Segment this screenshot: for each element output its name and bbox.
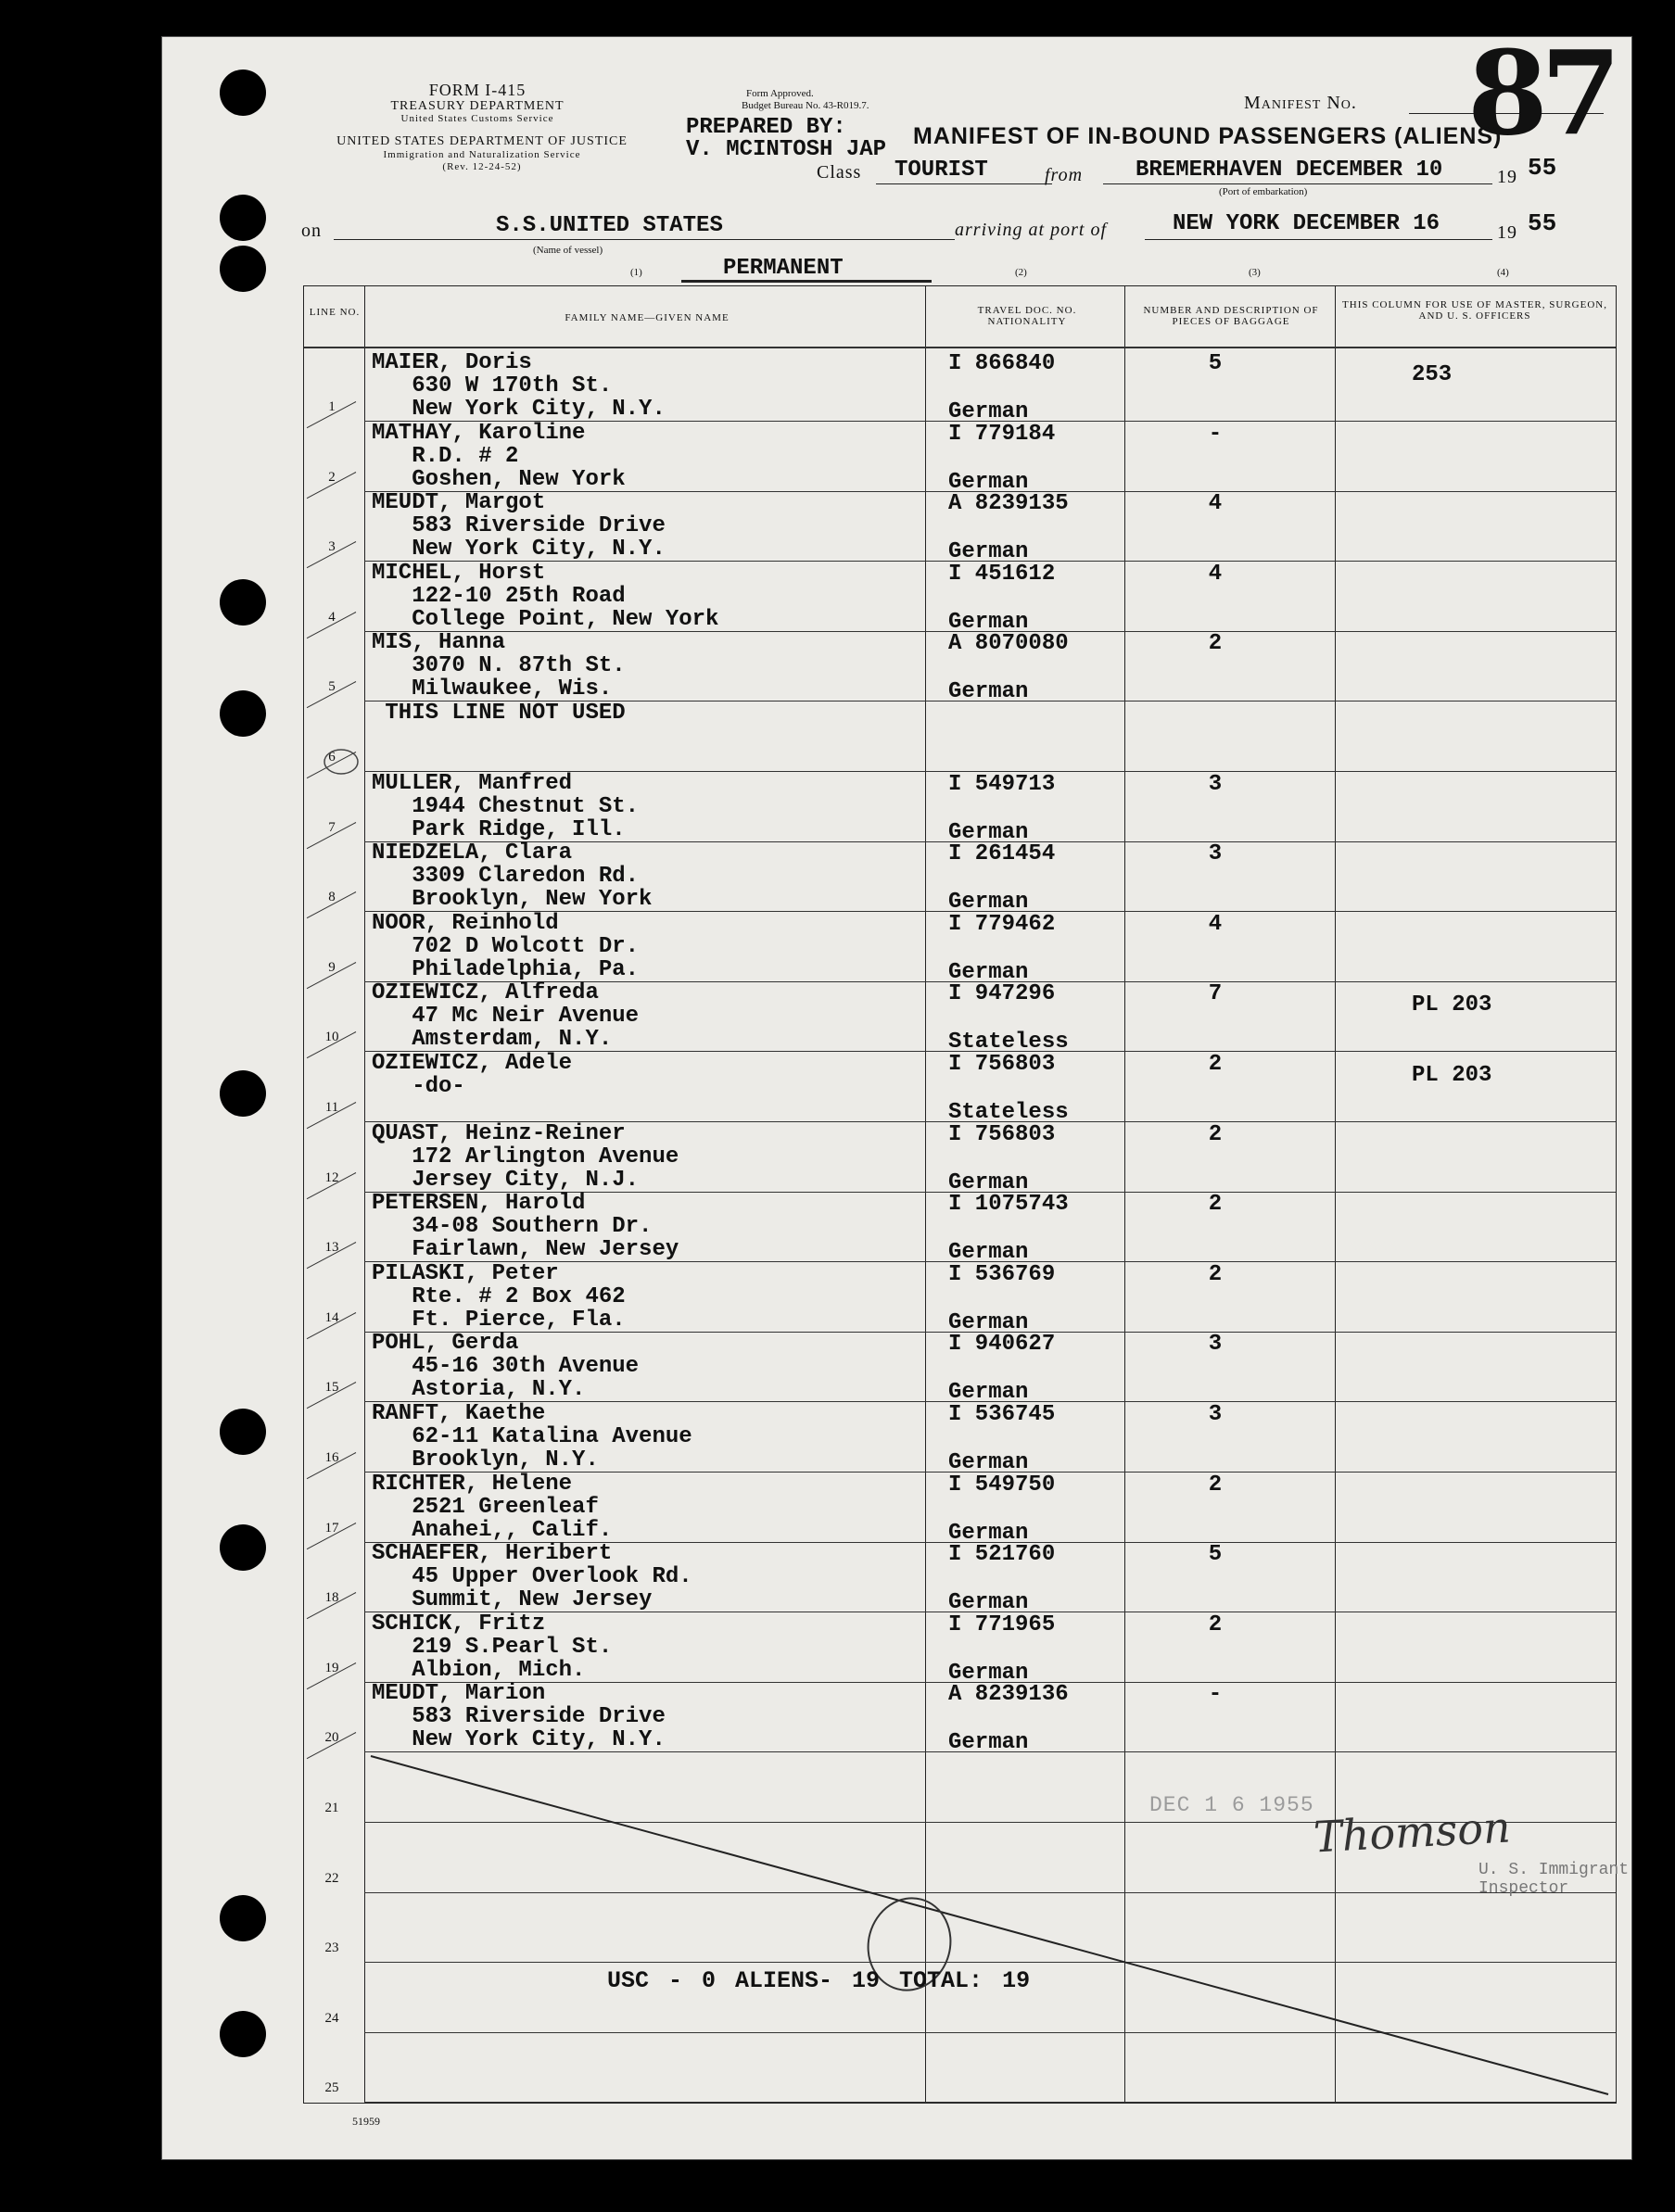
line-number: 24 xyxy=(324,2010,339,2026)
line-number: 4 xyxy=(328,609,336,625)
nationality: German xyxy=(948,1450,1029,1475)
punch-hole xyxy=(220,1895,266,1941)
passenger-name-address: PILASKI, Peter Rte. # 2 Box 462 Ft. Pierce, Fla. xyxy=(372,1260,626,1333)
passenger-name-address: MATHAY, Karoline R.D. # 2 Goshen, New York xyxy=(372,420,626,492)
nationality: Stateless xyxy=(948,1100,1069,1125)
baggage-count: 5 xyxy=(1208,1542,1223,1568)
year-prefix-arrival: 19 xyxy=(1497,222,1517,243)
travel-doc-number: I 521760 xyxy=(948,1542,1056,1568)
line-number: 2 xyxy=(328,469,336,485)
passenger-name-address: NIEDZELA, Clara 3309 Claredon Rd. Brooklyn, New York xyxy=(372,841,653,913)
punch-hole xyxy=(220,70,266,116)
manifest-number: 87 xyxy=(1467,26,1614,161)
passenger-name-address: RANFT, Kaethe 62-11 Katalina Avenue Brooklyn, N.Y. xyxy=(372,1401,692,1473)
from-label: from xyxy=(1045,165,1084,185)
travel-doc-number: I 536769 xyxy=(948,1261,1056,1287)
line-number: 21 xyxy=(324,1801,339,1815)
inspector-title: U. S. Immigrant Inspector xyxy=(1478,1861,1630,1898)
baggage-count: 3 xyxy=(1208,1332,1223,1358)
officer-note: PL 203 xyxy=(1412,992,1492,1018)
travel-doc-number: A 8070080 xyxy=(948,631,1069,657)
line-number: 20 xyxy=(324,1730,339,1746)
passenger-name-address: PETERSEN, Harold 34-08 Southern Dr. Fairlawn, New Jersey xyxy=(372,1191,679,1263)
header-officers: THIS COLUMN FOR USE OF MASTER, SURGEON, AND U. S. OFFICERS xyxy=(1342,299,1607,322)
manifest-no-label: Manifest No. xyxy=(1244,93,1357,113)
baggage-count: 3 xyxy=(1208,771,1223,797)
passenger-name-address: MEUDT, Margot 583 Riverside Drive New York City, N.Y. xyxy=(372,490,666,562)
form-revision: (Rev. 12-24-52) xyxy=(442,161,522,172)
nationality: German xyxy=(948,539,1029,565)
nationality: German xyxy=(948,609,1029,635)
baggage-count: 2 xyxy=(1208,1472,1223,1498)
prepared-by-name: V. MCINTOSH JAP xyxy=(686,137,887,162)
date-stamp: DEC 1 6 1955 xyxy=(1149,1793,1314,1817)
line-number: 25 xyxy=(324,2080,339,2096)
nationality: German xyxy=(948,469,1029,495)
baggage-count: - xyxy=(1208,1682,1223,1708)
line-number: 14 xyxy=(324,1309,339,1325)
passenger-name-address: MIS, Hanna 3070 N. 87th St. Milwaukee, Wis. xyxy=(372,630,626,702)
passenger-name-address: MEUDT, Marion 583 Riverside Drive New York City, N.Y. xyxy=(372,1681,666,1753)
line-number: 5 xyxy=(328,679,336,695)
list-type: PERMANENT xyxy=(723,256,844,281)
line-number: 3 xyxy=(328,539,336,555)
header-baggage: NUMBER AND DESCRIPTION OF PIECES OF BAGGAGE xyxy=(1143,305,1319,328)
travel-doc-number: A 8239136 xyxy=(948,1682,1069,1708)
travel-doc-number: I 549713 xyxy=(948,771,1056,797)
treasury-dept: TREASURY DEPARTMENT xyxy=(390,99,565,113)
col-num-3: (3) xyxy=(1249,267,1261,278)
line-number: 13 xyxy=(324,1240,339,1256)
baggage-count: 4 xyxy=(1208,491,1223,517)
manifest-sheet xyxy=(162,26,1631,2159)
nationality: German xyxy=(948,1730,1029,1756)
port-embark-caption: (Port of embarkation) xyxy=(1219,186,1308,197)
totals-line: USC - 0 ALIENS- 19 TOTAL: 19 xyxy=(607,1967,1031,1994)
line-number: 12 xyxy=(324,1169,339,1185)
line-number: 17 xyxy=(324,1520,339,1536)
inspector-signature: Thomson xyxy=(1312,1801,1512,1863)
class-label: Class xyxy=(817,162,862,183)
travel-doc-number: I 756803 xyxy=(948,1121,1056,1147)
customs-service: United States Customs Service xyxy=(400,113,554,124)
travel-doc-number: I 779462 xyxy=(948,911,1056,937)
travel-doc-number: I 771965 xyxy=(948,1612,1056,1637)
passenger-name-address: OZIEWICZ, Adele -do- xyxy=(372,1051,573,1099)
passenger-name-address: QUAST, Heinz-Reiner 172 Arlington Avenue Jersey City, N.J. xyxy=(372,1120,679,1193)
footer-code: 51959 xyxy=(352,2115,380,2128)
header-name: FAMILY NAME—GIVEN NAME xyxy=(565,312,730,323)
punch-hole xyxy=(220,246,266,292)
travel-doc-number: I 779184 xyxy=(948,421,1056,447)
baggage-count: 4 xyxy=(1208,911,1223,937)
line-number: 6 xyxy=(328,750,336,765)
baggage-count: 7 xyxy=(1208,981,1223,1007)
line-number: 16 xyxy=(324,1450,339,1465)
punch-hole xyxy=(220,1070,266,1117)
punch-hole xyxy=(220,1524,266,1571)
vessel-caption: (Name of vessel) xyxy=(533,245,603,256)
col-num-1: (1) xyxy=(630,267,642,278)
nationality: German xyxy=(948,1309,1029,1335)
arriving-label: arriving at port of xyxy=(955,220,1108,240)
passenger-name-address: MULLER, Manfred 1944 Chestnut St. Park Ridge, Ill. xyxy=(372,770,640,842)
line-number: 7 xyxy=(328,819,336,835)
passenger-name-address: MICHEL, Horst 122-10 25th Road College Point, New York xyxy=(372,560,719,632)
baggage-count: 2 xyxy=(1208,1261,1223,1287)
line-number: 22 xyxy=(324,1870,339,1886)
col-num-2: (2) xyxy=(1015,267,1027,278)
nationality: German xyxy=(948,890,1029,916)
passenger-name-address: SCHAEFER, Heribert 45 Upper Overlook Rd. Summit, New Jersey xyxy=(372,1541,692,1613)
line-number: 15 xyxy=(324,1380,339,1396)
nationality: German xyxy=(948,1590,1029,1616)
baggage-count: 2 xyxy=(1208,631,1223,657)
passenger-name-address: NOOR, Reinhold 702 D Wolcott Dr. Philadelphia, Pa. xyxy=(372,910,640,982)
punch-hole xyxy=(220,1409,266,1455)
baggage-count: 3 xyxy=(1208,1402,1223,1427)
officer-note: 253 xyxy=(1412,362,1453,387)
baggage-count: 2 xyxy=(1208,1612,1223,1637)
baggage-count: - xyxy=(1208,421,1223,447)
budget-bureau: Budget Bureau No. 43-R019.7. xyxy=(742,100,869,111)
passenger-name-address: POHL, Gerda 45-16 30th Avenue Astoria, N.Y. xyxy=(372,1331,640,1403)
baggage-count: 2 xyxy=(1208,1192,1223,1218)
prepared-by-label: PREPARED BY: xyxy=(686,115,846,140)
passenger-name-address: SCHICK, Fritz 219 S.Pearl St. Albion, Mich. xyxy=(372,1611,613,1683)
col-num-4: (4) xyxy=(1497,267,1509,278)
baggage-count: 5 xyxy=(1208,351,1223,376)
punch-hole xyxy=(220,195,266,241)
line-number: 19 xyxy=(324,1660,339,1675)
line-number: 11 xyxy=(324,1100,339,1115)
manifest-title: MANIFEST OF IN-BOUND PASSENGERS (ALIENS) xyxy=(913,123,1503,149)
baggage-count: 2 xyxy=(1208,1121,1223,1147)
nationality: Stateless xyxy=(948,1030,1069,1055)
justice-dept: UNITED STATES DEPARTMENT OF JUSTICE xyxy=(336,134,628,148)
travel-doc-number: I 536745 xyxy=(948,1402,1056,1427)
year-arrival: 55 xyxy=(1528,209,1557,237)
passenger-name-address: THIS LINE NOT USED xyxy=(372,701,626,726)
on-label: on xyxy=(301,221,322,241)
port-embarkation: BREMERHAVEN DECEMBER 10 xyxy=(1136,158,1443,183)
baggage-count: 4 xyxy=(1208,561,1223,587)
nationality: German xyxy=(948,1169,1029,1195)
nationality: German xyxy=(948,1240,1029,1266)
line-number: 23 xyxy=(324,1940,339,1956)
travel-doc-number: I 261454 xyxy=(948,841,1056,867)
form-approved: Form Approved. xyxy=(746,88,814,99)
travel-doc-number: I 866840 xyxy=(948,351,1056,376)
officer-note: PL 203 xyxy=(1412,1063,1492,1088)
passenger-name-address: OZIEWICZ, Alfreda 47 Mc Neir Avenue Amsterdam, N.Y. xyxy=(372,980,640,1053)
vessel-name: S.S.UNITED STATES xyxy=(496,213,723,238)
passenger-name-address: RICHTER, Helene 2521 Greenleaf Anahei,, Calif. xyxy=(372,1471,613,1543)
ins-service: Immigration and Naturalization Service xyxy=(383,149,581,160)
line-number: 10 xyxy=(324,1030,339,1045)
baggage-count: 2 xyxy=(1208,1052,1223,1077)
class-value: TOURIST xyxy=(895,158,988,183)
nationality: German xyxy=(948,399,1029,424)
punch-hole xyxy=(220,579,266,626)
port-arrival: NEW YORK DECEMBER 16 xyxy=(1173,211,1440,236)
travel-doc-number: I 549750 xyxy=(948,1472,1056,1498)
year-prefix-embark: 19 xyxy=(1497,167,1517,187)
travel-doc-number: I 756803 xyxy=(948,1052,1056,1077)
punch-hole xyxy=(220,2011,266,2057)
nationality: German xyxy=(948,819,1029,845)
nationality: German xyxy=(948,959,1029,985)
line-number: 9 xyxy=(328,959,336,975)
nationality: German xyxy=(948,1660,1029,1686)
passenger-name-address: MAIER, Doris 630 W 170th St. New York City, N.Y. xyxy=(372,350,666,422)
form-number: FORM I-415 xyxy=(428,81,527,99)
baggage-count: 3 xyxy=(1208,841,1223,867)
travel-doc-number: A 8239135 xyxy=(948,491,1069,517)
line-number: 18 xyxy=(324,1590,339,1606)
travel-doc-number: I 947296 xyxy=(948,981,1056,1007)
nationality: German xyxy=(948,1380,1029,1406)
line-number: 1 xyxy=(328,399,336,414)
travel-doc-number: I 940627 xyxy=(948,1332,1056,1358)
nationality: German xyxy=(948,679,1029,705)
travel-doc-number: I 1075743 xyxy=(948,1192,1069,1218)
line-number: 8 xyxy=(328,890,336,905)
header-line-no: LINE NO. xyxy=(309,307,361,318)
punch-hole xyxy=(220,690,266,737)
year-embark: 55 xyxy=(1528,154,1557,182)
nationality: German xyxy=(948,1520,1029,1546)
travel-doc-number: I 451612 xyxy=(948,561,1056,587)
header-doc: TRAVEL DOC. NO. NATIONALITY xyxy=(977,305,1077,328)
